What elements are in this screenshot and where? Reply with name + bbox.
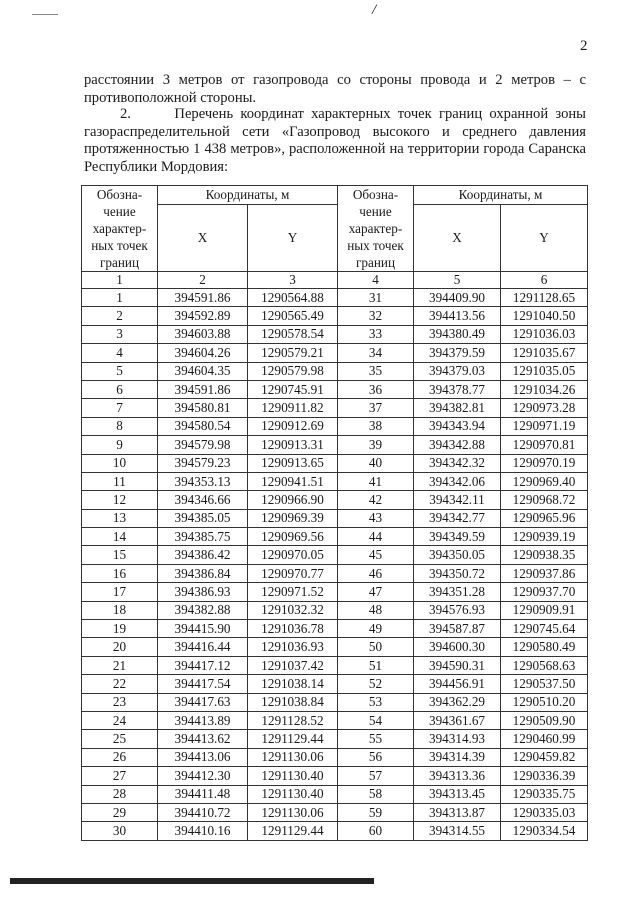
y-coordinate-cell: 1290970.19 bbox=[501, 454, 588, 472]
point-number-cell: 9 bbox=[82, 436, 158, 454]
x-coordinate-cell: 394382.81 bbox=[414, 399, 501, 417]
y-coordinate-cell: 1291130.06 bbox=[248, 748, 338, 766]
y-coordinate-cell: 1290912.69 bbox=[248, 417, 338, 435]
point-number-cell: 35 bbox=[338, 362, 414, 380]
header-x-right: X bbox=[414, 204, 501, 271]
y-coordinate-cell: 1290579.21 bbox=[248, 344, 338, 362]
point-number-cell: 37 bbox=[338, 399, 414, 417]
x-coordinate-cell: 394379.03 bbox=[414, 362, 501, 380]
table-row bbox=[82, 417, 588, 435]
y-coordinate-cell: 1291129.44 bbox=[248, 822, 338, 840]
header-y-left: Y bbox=[248, 204, 338, 271]
x-coordinate-cell: 394413.56 bbox=[414, 307, 501, 325]
scan-artifact-bottom bbox=[10, 878, 374, 884]
table-row bbox=[82, 656, 588, 674]
x-coordinate-cell: 394409.90 bbox=[414, 289, 501, 307]
table-row bbox=[82, 380, 588, 398]
table-row bbox=[82, 436, 588, 454]
point-number-cell: 54 bbox=[338, 711, 414, 729]
x-coordinate-cell: 394456.91 bbox=[414, 675, 501, 693]
header-point-right: Обозна-чение характер-ных точек границ bbox=[338, 186, 414, 272]
table-row bbox=[82, 711, 588, 729]
y-coordinate-cell: 1290580.49 bbox=[501, 638, 588, 656]
y-coordinate-cell: 1290909.91 bbox=[501, 601, 588, 619]
x-coordinate-cell: 394349.59 bbox=[414, 528, 501, 546]
point-number-cell: 8 bbox=[82, 417, 158, 435]
y-coordinate-cell: 1290969.40 bbox=[501, 472, 588, 490]
y-coordinate-cell: 1290970.77 bbox=[248, 564, 338, 582]
y-coordinate-cell: 1290336.39 bbox=[501, 767, 588, 785]
table-row bbox=[82, 362, 588, 380]
point-number-cell: 3 bbox=[82, 325, 158, 343]
point-number-cell: 52 bbox=[338, 675, 414, 693]
point-number-cell: 5 bbox=[82, 362, 158, 380]
point-number-cell: 45 bbox=[338, 546, 414, 564]
y-coordinate-cell: 1290537.50 bbox=[501, 675, 588, 693]
y-coordinate-cell: 1290969.39 bbox=[248, 509, 338, 527]
table-row bbox=[82, 620, 588, 638]
column-number: 5 bbox=[414, 272, 501, 289]
y-coordinate-cell: 1290335.75 bbox=[501, 785, 588, 803]
y-coordinate-cell: 1290970.05 bbox=[248, 546, 338, 564]
table-row bbox=[82, 289, 588, 307]
x-coordinate-cell: 394587.87 bbox=[414, 620, 501, 638]
x-coordinate-cell: 394342.11 bbox=[414, 491, 501, 509]
table-row bbox=[82, 307, 588, 325]
x-coordinate-cell: 394600.30 bbox=[414, 638, 501, 656]
y-coordinate-cell: 1290565.49 bbox=[248, 307, 338, 325]
column-number: 1 bbox=[82, 272, 158, 289]
x-coordinate-cell: 394314.55 bbox=[414, 822, 501, 840]
y-coordinate-cell: 1291128.52 bbox=[248, 711, 338, 729]
y-coordinate-cell: 1290937.86 bbox=[501, 564, 588, 582]
x-coordinate-cell: 394579.98 bbox=[158, 436, 248, 454]
y-coordinate-cell: 1290937.70 bbox=[501, 583, 588, 601]
y-coordinate-cell: 1290941.51 bbox=[248, 472, 338, 490]
point-number-cell: 40 bbox=[338, 454, 414, 472]
y-coordinate-cell: 1290913.31 bbox=[248, 436, 338, 454]
point-number-cell: 39 bbox=[338, 436, 414, 454]
point-number-cell: 48 bbox=[338, 601, 414, 619]
table-row bbox=[82, 583, 588, 601]
x-coordinate-cell: 394342.32 bbox=[414, 454, 501, 472]
y-coordinate-cell: 1291037.42 bbox=[248, 656, 338, 674]
x-coordinate-cell: 394386.42 bbox=[158, 546, 248, 564]
point-number-cell: 55 bbox=[338, 730, 414, 748]
table-row bbox=[82, 767, 588, 785]
x-coordinate-cell: 394416.44 bbox=[158, 638, 248, 656]
x-coordinate-cell: 394385.75 bbox=[158, 528, 248, 546]
table-row bbox=[82, 822, 588, 840]
point-number-cell: 58 bbox=[338, 785, 414, 803]
point-number-cell: 19 bbox=[82, 620, 158, 638]
point-number-cell: 46 bbox=[338, 564, 414, 582]
column-number: 4 bbox=[338, 272, 414, 289]
point-number-cell: 15 bbox=[82, 546, 158, 564]
column-number: 2 bbox=[158, 272, 248, 289]
table-row bbox=[82, 325, 588, 343]
x-coordinate-cell: 394342.06 bbox=[414, 472, 501, 490]
table-row bbox=[82, 730, 588, 748]
y-coordinate-cell: 1291130.06 bbox=[248, 803, 338, 821]
x-coordinate-cell: 394413.06 bbox=[158, 748, 248, 766]
table-row bbox=[82, 803, 588, 821]
y-coordinate-cell: 1291036.03 bbox=[501, 325, 588, 343]
table-row bbox=[82, 785, 588, 803]
y-coordinate-cell: 1290966.90 bbox=[248, 491, 338, 509]
x-coordinate-cell: 394362.29 bbox=[414, 693, 501, 711]
point-number-cell: 57 bbox=[338, 767, 414, 785]
list-item-2-paragraph: 2. Перечень координат характерных точек границ охранной зоны газораспределительной сети «Газопровод высокого и среднего давления протяженностью 1 438 метров», расположенной на территории города Саранска Республики Мордовия: bbox=[84, 106, 586, 175]
point-number-cell: 17 bbox=[82, 583, 158, 601]
point-number-cell: 21 bbox=[82, 656, 158, 674]
point-number-cell: 12 bbox=[82, 491, 158, 509]
point-number-cell: 29 bbox=[82, 803, 158, 821]
x-coordinate-cell: 394314.93 bbox=[414, 730, 501, 748]
y-coordinate-cell: 1290965.96 bbox=[501, 509, 588, 527]
table-row bbox=[82, 638, 588, 656]
y-coordinate-cell: 1290911.82 bbox=[248, 399, 338, 417]
header-point-left: Обозна-чение характер-ных точек границ bbox=[82, 186, 158, 272]
point-number-cell: 44 bbox=[338, 528, 414, 546]
point-number-cell: 56 bbox=[338, 748, 414, 766]
x-coordinate-cell: 394378.77 bbox=[414, 380, 501, 398]
y-coordinate-cell: 1290745.91 bbox=[248, 380, 338, 398]
x-coordinate-cell: 394604.35 bbox=[158, 362, 248, 380]
x-coordinate-cell: 394415.90 bbox=[158, 620, 248, 638]
x-coordinate-cell: 394343.94 bbox=[414, 417, 501, 435]
y-coordinate-cell: 1290334.54 bbox=[501, 822, 588, 840]
column-number: 3 bbox=[248, 272, 338, 289]
point-number-cell: 27 bbox=[82, 767, 158, 785]
point-number-cell: 14 bbox=[82, 528, 158, 546]
x-coordinate-cell: 394417.54 bbox=[158, 675, 248, 693]
y-coordinate-cell: 1290578.54 bbox=[248, 325, 338, 343]
scan-artifact-top bbox=[32, 14, 58, 15]
y-coordinate-cell: 1290971.19 bbox=[501, 417, 588, 435]
y-coordinate-cell: 1290335.03 bbox=[501, 803, 588, 821]
y-coordinate-cell: 1291034.26 bbox=[501, 380, 588, 398]
column-number: 6 bbox=[501, 272, 588, 289]
table-row bbox=[82, 491, 588, 509]
point-number-cell: 36 bbox=[338, 380, 414, 398]
y-coordinate-cell: 1291130.40 bbox=[248, 785, 338, 803]
y-coordinate-cell: 1290973.28 bbox=[501, 399, 588, 417]
point-number-cell: 34 bbox=[338, 344, 414, 362]
point-number-cell: 23 bbox=[82, 693, 158, 711]
point-number-cell: 10 bbox=[82, 454, 158, 472]
y-coordinate-cell: 1290460.99 bbox=[501, 730, 588, 748]
x-coordinate-cell: 394410.72 bbox=[158, 803, 248, 821]
y-coordinate-cell: 1291036.78 bbox=[248, 620, 338, 638]
y-coordinate-cell: 1290510.20 bbox=[501, 693, 588, 711]
point-number-cell: 38 bbox=[338, 417, 414, 435]
y-coordinate-cell: 1290509.90 bbox=[501, 711, 588, 729]
table-row bbox=[82, 601, 588, 619]
point-number-cell: 26 bbox=[82, 748, 158, 766]
x-coordinate-cell: 394413.89 bbox=[158, 711, 248, 729]
x-coordinate-cell: 394361.67 bbox=[414, 711, 501, 729]
point-number-cell: 43 bbox=[338, 509, 414, 527]
coordinates-table bbox=[81, 185, 588, 841]
point-number-cell: 47 bbox=[338, 583, 414, 601]
y-coordinate-cell: 1290568.63 bbox=[501, 656, 588, 674]
point-number-cell: 32 bbox=[338, 307, 414, 325]
x-coordinate-cell: 394342.77 bbox=[414, 509, 501, 527]
table-row bbox=[82, 564, 588, 582]
point-number-cell: 2 bbox=[82, 307, 158, 325]
point-number-cell: 16 bbox=[82, 564, 158, 582]
point-number-cell: 60 bbox=[338, 822, 414, 840]
x-coordinate-cell: 394379.59 bbox=[414, 344, 501, 362]
point-number-cell: 7 bbox=[82, 399, 158, 417]
point-number-cell: 30 bbox=[82, 822, 158, 840]
y-coordinate-cell: 1290459.82 bbox=[501, 748, 588, 766]
table-row bbox=[82, 675, 588, 693]
y-coordinate-cell: 1290970.81 bbox=[501, 436, 588, 454]
point-number-cell: 11 bbox=[82, 472, 158, 490]
table-row bbox=[82, 546, 588, 564]
table-row bbox=[82, 509, 588, 527]
y-coordinate-cell: 1291035.67 bbox=[501, 344, 588, 362]
point-number-cell: 42 bbox=[338, 491, 414, 509]
table-row bbox=[82, 693, 588, 711]
x-coordinate-cell: 394412.30 bbox=[158, 767, 248, 785]
y-coordinate-cell: 1290913.65 bbox=[248, 454, 338, 472]
point-number-cell: 31 bbox=[338, 289, 414, 307]
point-number-cell: 49 bbox=[338, 620, 414, 638]
header-coords-left: Координаты, м bbox=[158, 186, 338, 205]
x-coordinate-cell: 394603.88 bbox=[158, 325, 248, 343]
y-coordinate-cell: 1290939.19 bbox=[501, 528, 588, 546]
y-coordinate-cell: 1291032.32 bbox=[248, 601, 338, 619]
table-row bbox=[82, 472, 588, 490]
x-coordinate-cell: 394591.86 bbox=[158, 380, 248, 398]
point-number-cell: 20 bbox=[82, 638, 158, 656]
point-number-cell: 50 bbox=[338, 638, 414, 656]
x-coordinate-cell: 394386.93 bbox=[158, 583, 248, 601]
continuation-paragraph: расстоянии 3 метров от газопровода со стороны провода и 2 метров – с противоположной стороны. bbox=[84, 72, 586, 106]
y-coordinate-cell: 1290564.88 bbox=[248, 289, 338, 307]
y-coordinate-cell: 1291040.50 bbox=[501, 307, 588, 325]
y-coordinate-cell: 1291036.93 bbox=[248, 638, 338, 656]
y-coordinate-cell: 1290969.56 bbox=[248, 528, 338, 546]
x-coordinate-cell: 394314.39 bbox=[414, 748, 501, 766]
table-row bbox=[82, 399, 588, 417]
y-coordinate-cell: 1290968.72 bbox=[501, 491, 588, 509]
y-coordinate-cell: 1290938.35 bbox=[501, 546, 588, 564]
x-coordinate-cell: 394351.28 bbox=[414, 583, 501, 601]
point-number-cell: 53 bbox=[338, 693, 414, 711]
x-coordinate-cell: 394590.31 bbox=[414, 656, 501, 674]
header-coords-right: Координаты, м bbox=[414, 186, 588, 205]
x-coordinate-cell: 394413.62 bbox=[158, 730, 248, 748]
x-coordinate-cell: 394353.13 bbox=[158, 472, 248, 490]
page-number: 2 bbox=[580, 38, 588, 54]
x-coordinate-cell: 394342.88 bbox=[414, 436, 501, 454]
x-coordinate-cell: 394313.36 bbox=[414, 767, 501, 785]
point-number-cell: 24 bbox=[82, 711, 158, 729]
x-coordinate-cell: 394313.45 bbox=[414, 785, 501, 803]
point-number-cell: 25 bbox=[82, 730, 158, 748]
y-coordinate-cell: 1291038.14 bbox=[248, 675, 338, 693]
y-coordinate-cell: 1290745.64 bbox=[501, 620, 588, 638]
point-number-cell: 33 bbox=[338, 325, 414, 343]
y-coordinate-cell: 1291128.65 bbox=[501, 289, 588, 307]
y-coordinate-cell: 1291035.05 bbox=[501, 362, 588, 380]
x-coordinate-cell: 394346.66 bbox=[158, 491, 248, 509]
table-row bbox=[82, 528, 588, 546]
x-coordinate-cell: 394576.93 bbox=[414, 601, 501, 619]
point-number-cell: 1 bbox=[82, 289, 158, 307]
table-row bbox=[82, 748, 588, 766]
y-coordinate-cell: 1290579.98 bbox=[248, 362, 338, 380]
x-coordinate-cell: 394592.89 bbox=[158, 307, 248, 325]
coordinates-table-body bbox=[82, 289, 588, 841]
point-number-cell: 59 bbox=[338, 803, 414, 821]
y-coordinate-cell: 1291130.40 bbox=[248, 767, 338, 785]
x-coordinate-cell: 394417.12 bbox=[158, 656, 248, 674]
table-row bbox=[82, 454, 588, 472]
x-coordinate-cell: 394591.86 bbox=[158, 289, 248, 307]
x-coordinate-cell: 394385.05 bbox=[158, 509, 248, 527]
x-coordinate-cell: 394313.87 bbox=[414, 803, 501, 821]
header-y-right: Y bbox=[501, 204, 588, 271]
x-coordinate-cell: 394380.49 bbox=[414, 325, 501, 343]
point-number-cell: 22 bbox=[82, 675, 158, 693]
x-coordinate-cell: 394417.63 bbox=[158, 693, 248, 711]
x-coordinate-cell: 394386.84 bbox=[158, 564, 248, 582]
point-number-cell: 51 bbox=[338, 656, 414, 674]
x-coordinate-cell: 394382.88 bbox=[158, 601, 248, 619]
x-coordinate-cell: 394350.72 bbox=[414, 564, 501, 582]
point-number-cell: 18 bbox=[82, 601, 158, 619]
point-number-cell: 4 bbox=[82, 344, 158, 362]
table-row bbox=[82, 344, 588, 362]
x-coordinate-cell: 394350.05 bbox=[414, 546, 501, 564]
x-coordinate-cell: 394604.26 bbox=[158, 344, 248, 362]
x-coordinate-cell: 394580.54 bbox=[158, 417, 248, 435]
point-number-cell: 41 bbox=[338, 472, 414, 490]
y-coordinate-cell: 1291038.84 bbox=[248, 693, 338, 711]
column-number-row bbox=[82, 272, 588, 289]
y-coordinate-cell: 1290971.52 bbox=[248, 583, 338, 601]
point-number-cell: 13 bbox=[82, 509, 158, 527]
x-coordinate-cell: 394410.16 bbox=[158, 822, 248, 840]
corner-mark: / bbox=[372, 2, 377, 18]
x-coordinate-cell: 394411.48 bbox=[158, 785, 248, 803]
point-number-cell: 6 bbox=[82, 380, 158, 398]
x-coordinate-cell: 394579.23 bbox=[158, 454, 248, 472]
point-number-cell: 28 bbox=[82, 785, 158, 803]
x-coordinate-cell: 394580.81 bbox=[158, 399, 248, 417]
y-coordinate-cell: 1291129.44 bbox=[248, 730, 338, 748]
header-x-left: X bbox=[158, 204, 248, 271]
